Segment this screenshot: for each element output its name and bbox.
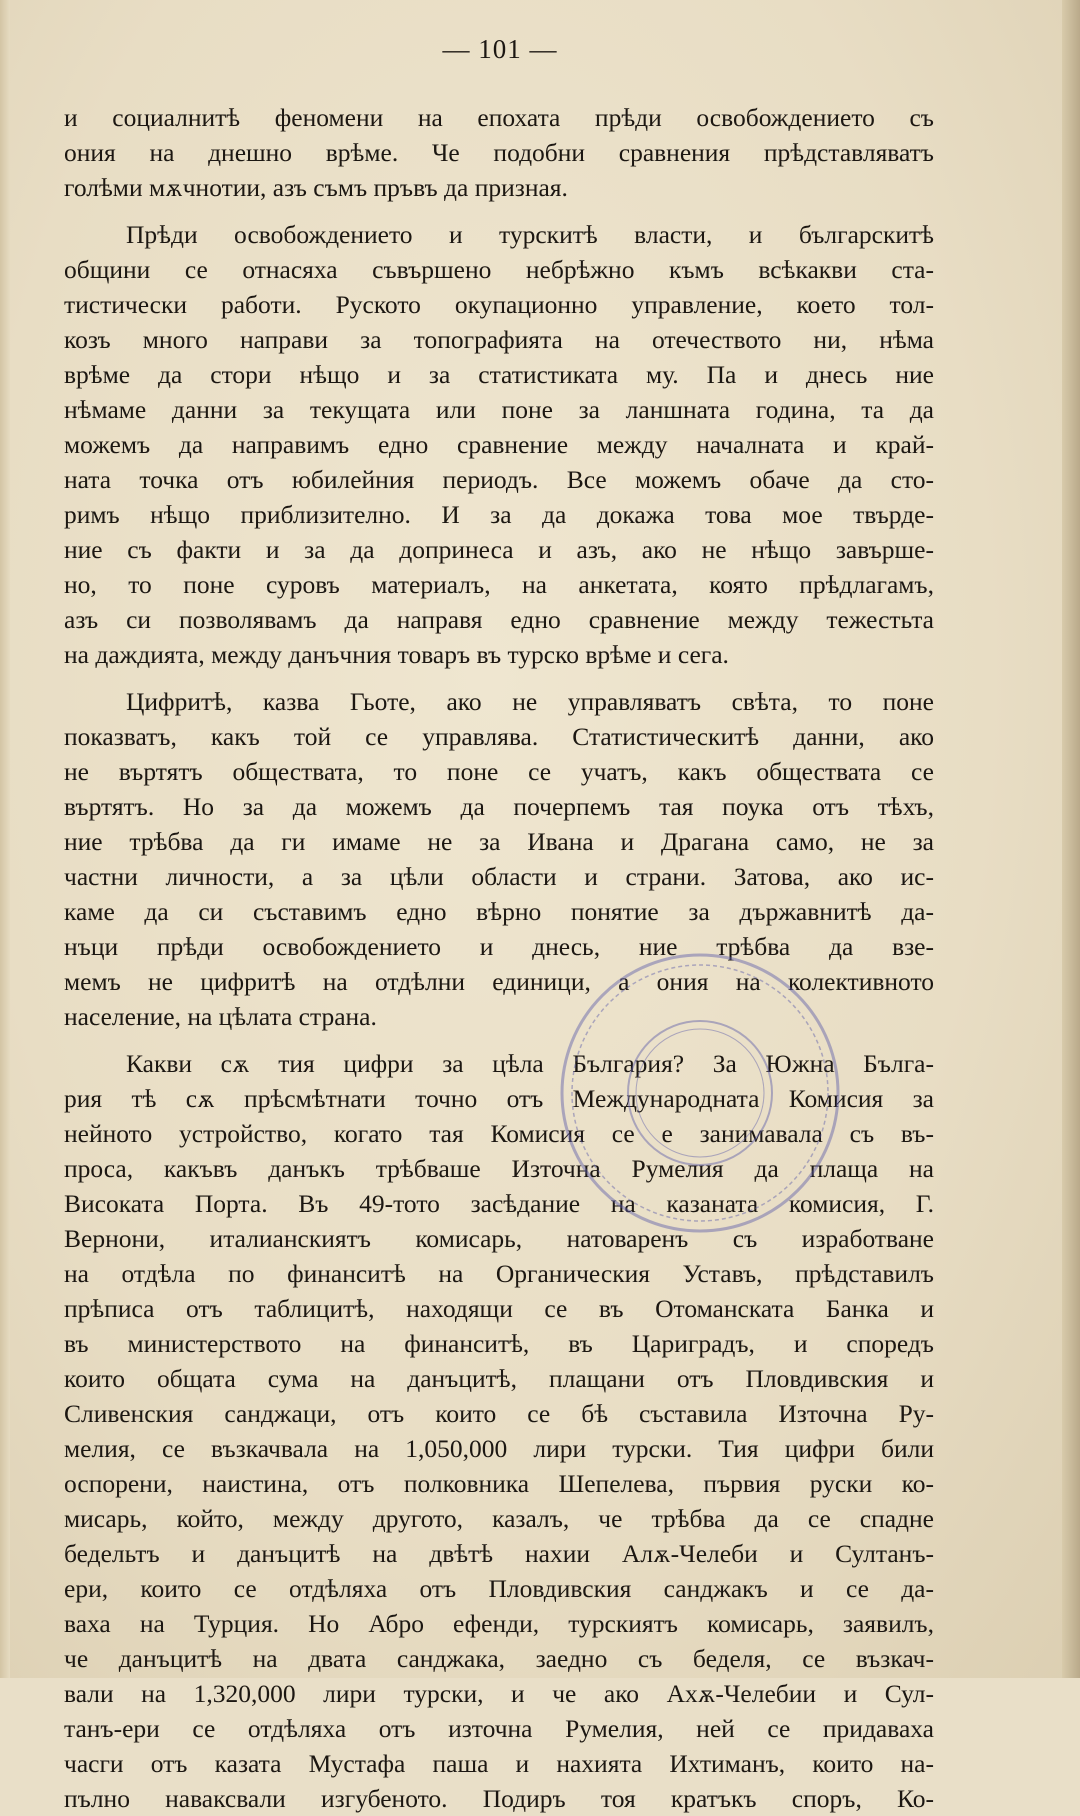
text-line: нѣмаме данни за текущата или поне за ланшната година, та да <box>64 395 934 424</box>
page-number: — 101 — <box>442 34 558 64</box>
text-line: че данъцитѣ на двата санджака, заедно съ беделя, се възкач- <box>64 1644 934 1673</box>
text-line: нъци прѣди освобождението и днесь, ние трѣбва да взе- <box>64 932 934 961</box>
text-line: ние трѣбва да ги имаме не за Ивана и Драгана само, не за <box>64 827 934 856</box>
page-left-edge <box>0 0 10 1678</box>
text-line: каме да си съставимъ едно вѣрно понятие за държавнитѣ да- <box>64 897 934 926</box>
body-text <box>64 100 934 1816</box>
text-line: Вернони, италианскиятъ комисарь, натоваренъ съ изработване <box>64 1224 934 1253</box>
text-line: Сливенския санджаци, отъ които се бѣ съставила Източна Ру- <box>64 1399 934 1428</box>
text-line: танъ-ери се отдѣляха отъ източна Румелия, ней се придаваха <box>64 1714 934 1743</box>
text-line: азъ си позволявамъ да направя едно сравнение между тежестьта <box>64 605 934 634</box>
text-line: пълно наваксвали изгубеното. Подиръ тоя кратъкъ споръ, Ко- <box>64 1784 934 1813</box>
text-line: ваха на Турция. Но Абро ефенди, турскиятъ комисарь, заявилъ, <box>64 1609 934 1638</box>
text-line: на даждията, между данъчния товаръ въ турско врѣме и сега. <box>64 640 729 669</box>
text-line: ние съ факти и за да допринеса и азъ, ако не нѣщо завърше- <box>64 535 934 564</box>
text-line: общини се отнасяха съвършено небрѣжно къмъ всѣкакви ста- <box>64 255 934 284</box>
text-line: Прѣди освобождението и турскитѣ власти, и българскитѣ <box>126 220 934 249</box>
text-line: и социалнитѣ феномени на епохата прѣди освобождението съ <box>64 103 934 132</box>
text-line: вали на 1,320,000 лири турски, и че ако Ахѫ-Челебии и Сул- <box>64 1679 934 1708</box>
text-line: мелия, се възкачвала на 1,050,000 лири турски. Тия цифри били <box>64 1434 934 1463</box>
text-line: ната точка отъ юбилейния периодъ. Все можемъ обаче да сто- <box>64 465 934 494</box>
text-line: бедельтъ и данъцитѣ на двѣтѣ нахии Алѫ-Челеби и Султанъ- <box>64 1539 934 1568</box>
paragraph-4 <box>64 1046 934 1816</box>
paragraph-1 <box>64 100 934 205</box>
text-line: римъ нѣщо приблизително. И за да докажа това мое твърде- <box>64 500 934 529</box>
text-line: часги отъ казата Мустафа паша и нахията Ихтиманъ, които на- <box>64 1749 934 1778</box>
paragraph-2 <box>64 217 934 672</box>
text-line: оспорени, наистина, отъ полковника Шепелева, първия руски ко- <box>64 1469 934 1498</box>
text-line: проса, какъвъ данъкъ трѣбваше Източна Румелия да плаща на <box>64 1154 934 1183</box>
text-line: прѣписа отъ таблицитѣ, находящи се въ Отоманската Банка и <box>64 1294 934 1323</box>
text-line: можемъ да направимъ едно сравнение между началната и край- <box>64 430 934 459</box>
text-line: козъ много направи за топографията на отечеството ни, нѣма <box>64 325 934 354</box>
text-line: на отдѣла по финанситѣ на Органическия Уставъ, прѣдставилъ <box>64 1259 934 1288</box>
text-line: голѣми мѫчнотии, азъ съмъ пръвъ да призная. <box>64 173 568 202</box>
text-line: Цифритѣ, казва Гьоте, ако не управляватъ свѣта, то поне <box>126 687 934 716</box>
text-line: мемъ не цифритѣ на отдѣлни единици, а ония на колективното <box>64 967 934 996</box>
page-right-edge <box>1062 0 1080 1678</box>
text-line: врѣме да стори нѣщо и за статистиката му. Па и днесь ние <box>64 360 934 389</box>
text-line: мисарь, който, между другото, казалъ, че трѣбва да се спадне <box>64 1504 934 1533</box>
text-line: нейното устройство, когато тая Комисия се е занимавала съ въ- <box>64 1119 934 1148</box>
text-line: въ министерството на финанситѣ, въ Цариградъ, и споредъ <box>64 1329 934 1358</box>
text-line: но, то поне суровъ материалъ, на анкетата, която прѣдлагамъ, <box>64 570 934 599</box>
text-line: тистически работи. Руското окупационно управление, което тол- <box>64 290 934 319</box>
text-line: не въртятъ обществата, то поне се учатъ, какъ обществата се <box>64 757 934 786</box>
text-line: Какви сѫ тия цифри за цѣла България? За Южна Бълга- <box>126 1049 934 1078</box>
text-line: частни личности, а за цѣли области и страни. Затова, ако ис- <box>64 862 934 891</box>
text-line: население, на цѣлата страна. <box>64 1002 377 1031</box>
text-line: въртятъ. Но за да можемъ да почерпемъ тая поука отъ тѣхъ, <box>64 792 934 821</box>
text-line: които общата сума на данъцитѣ, плащани отъ Пловдивския и <box>64 1364 934 1393</box>
text-line: ери, които се отдѣляха отъ Пловдивския санджакъ и се да- <box>64 1574 934 1603</box>
text-line: показватъ, какъ той се управлява. Статистическитѣ данни, ако <box>64 722 934 751</box>
paragraph-3 <box>64 684 934 1034</box>
text-line: Високата Порта. Въ 49-тото засѣдание на казаната комисия, Г. <box>64 1189 934 1218</box>
text-line: рия тѣ сѫ прѣсмѣтнати точно отъ Международната Комисия за <box>64 1084 934 1113</box>
text-line: ония на днешно врѣме. Че подобни сравнения прѣдставляватъ <box>64 138 934 167</box>
